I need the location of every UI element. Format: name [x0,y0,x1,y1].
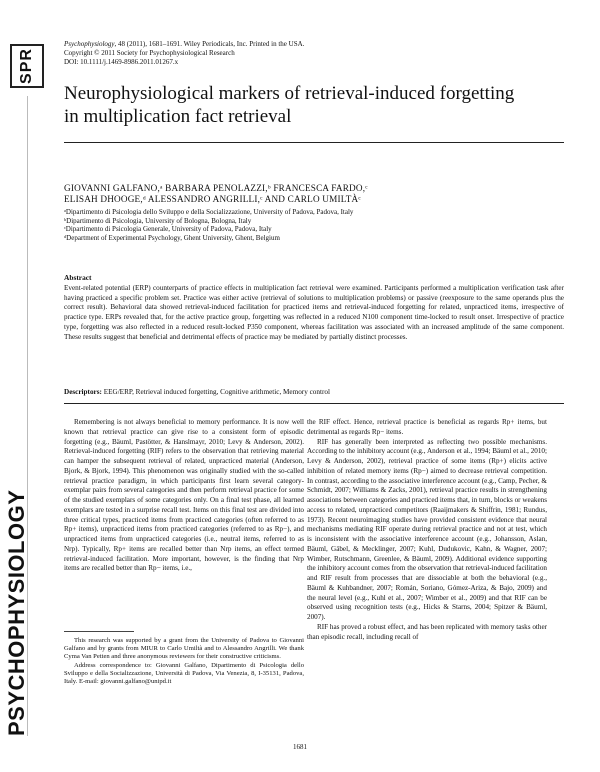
copyright-line: Copyright © 2011 Society for Psychophysiological Research [64,49,235,57]
doi-line: DOI: 10.1111/j.1469-8986.2011.01267.x [64,58,179,66]
paragraph: the RIF effect. Hence, retrieval practice is beneficial as regards Rp+ items, but detrimental as regards Rp− items. [307,418,547,436]
affiliation: ᵇDipartimento di Psicologia, University of Bologna, Bologna, Italy [64,216,252,225]
body-column-right [307,418,547,642]
citation-line [64,40,564,49]
abstract-rule [64,403,564,404]
descriptors [64,388,564,396]
footnote: Address correspondence to: Giovanni Galfano, Dipartimento di Psicologia dello Sviluppo e della Socializzazione, Università di Padova, Via Venezia, 8, I-35131, Padova, Italy. E-mail: giovanni.galfano@unipd.it [64,662,304,686]
abstract-text: Event-related potential (ERP) counterparts of practice effects in multiplication fact retrieval were examined. Participants performed a multiplication verification task after having practiced a specific problem set. Practice was either active (retrieval of solutions to multiplication problems) or passive (reexposure to the same operands plus the correct result). Behavioral data showed retrieval-induced facilitation for practiced items and retrieval-induced forgetting for related, unpracticed items, irrespective of practice type. ERPs revealed that, for the active practice group, forgetting was reflected in a reduced N100 component time-locked to result onset. Irrespective of practice type, forgetting was also reflected in a reduced result-locked P350 component, whereas facilitation was associated with an increased amplitude of the same component. These results suggest that beneficial and detrimental effects of practice may be mediated by partially distinct processes. [64,284,564,341]
body-column-left [64,418,304,574]
paragraph: Remembering is not always beneficial to memory performance. It is now well known that retrieval practice can give rise to a consistent form of episodic forgetting (e.g., Bäuml, Pastötter, & Hanslmayr, 2010; Levy & Anderson, 2002). Retrieval-induced forgetting (RIF) refers to the observation that retrieving material can hamper the subsequent retrieval of related, unpracticed material (Anderson, Bjork, & Bjork, 1994). This phenomenon was originally studied with the so-called retrieval practice paradigm, in which participants first learn several category-exemplar pairs from several categories and then perform retrieval practice for some of the studied exemplars of some categories only. On a final test phase, all learned exemplars are tested in a surprise recall test. Items on this final test are divided into three critical types, practiced items from practiced categories (often referred to as Rp+ items), unpracticed items from practiced categories (referred to as Rp−), and unpracticed items from unpracticed categories (i.e., neutral items, referred to as Nrp). Typically, Rp+ items are recalled better than Nrp items, an effect termed retrieval-induced facilitation. More important, however, is the finding that Nrp items are recalled better than Rp− items, i.e., [64,418,304,573]
spr-logo [10,44,44,88]
page-number: 1681 [293,743,307,751]
footnote-rule [64,631,134,632]
affiliation-list [64,208,564,242]
author-line: GIOVANNI GALFANO,ᵃ BARBARA PENOLAZZI,ᵇ FRANCESCA FARDO,ᶜ [64,183,368,193]
paragraph: RIF has proved a robust effect, and has been replicated with memory tasks other than episodic recall, including recall of [307,622,547,641]
footnote: This research was supported by a grant from the University of Padova to Giovanni Galfano and by grants from MIUR to Carlo Umiltà and to Alessandro Angrilli. We thank Cyma Van Petten and three anonymous reviewers for their constructive criticisms. [64,637,304,661]
footnotes [64,637,304,688]
abstract-heading: Abstract [64,273,92,282]
journal-name: Psychophysiology [64,40,115,48]
affiliation: ᵃDipartimento di Psicologia dello Sviluppo e della Socializzazione, University of Padova, Padova, Italy [64,208,354,216]
spr-logo-text: SPR [18,48,35,84]
paragraph: RIF has generally been interpreted as reflecting two possible mechanisms. According to the inhibitory account (e.g., Anderson et al., 1994; Bäuml et al., 2010; Levy & Anderson, 2002), retrieval practice of some items (Rp+) elicits active inhibition of related memory items (Rp−) aimed to decrease retrieval competition. In contrast, according to the associative interference account (e.g., Camp, Pecher, & Schmidt, 2007; Williams & Zacks, 2001), retrieval practice results in strengthening associations between categories and practiced items that, in turn, blocks or weakens access to related, unpracticed competitors (Raaijmakers & Shiffrin, 1981; Rundus, 1973). Recent neuroimaging studies have provided consistent evidence that neural mechanisms mediating RIF operate during retrieval practice and not at test, which is inconsistent with the associative interference account (e.g., Johansson, Aslan, Bäuml, Gäbel, & Mecklinger, 2007; Kuhl, Dudukovic, Kahn, & Wagner, 2007; Wimber, Rutschmann, Greenlee, & Bäuml, 2009). Additional evidence supporting the inhibitory account comes from the observation that retrieval-induced facilitation and RIF result from processes that are dissociable at both the behavioral (e.g., Bäuml & Kuhbandner, 2007; Román, Soriano, Gómez-Ariza, & Bajo, 2009) and the neural level (e.g., Kuhl et al., 2007; Wimber et al., 2009) and that RIF can be observed using recognition tests (e.g., Hicks & Starns, 2004; Spitzer & Bäuml, 2007). [307,437,547,621]
article-metadata [64,40,564,67]
affiliation: ᶜDipartimento di Psicologia Generale, University of Padova, Padova, Italy [64,225,272,234]
author-list [64,183,564,205]
descriptors-label: Descriptors: [64,388,102,396]
journal-name-vertical: PSYCHOPHYSIOLOGY [4,489,29,736]
citation-details: , 48 (2011), 1681–1691. Wiley Periodicals, Inc. Printed in the USA. [114,40,305,48]
article-title: Neurophysiological markers of retrieval-induced forgetting in multiplication fact retrieval [64,83,515,127]
author-line: ELISAH DHOOGE,ᵈ ALESSANDRO ANGRILLI,ᶜ AND CARLO UMILTÀᶜ [64,194,361,204]
title-rule [64,142,564,143]
descriptors-text: EEG/ERP, Retrieval induced forgetting, Cognitive arithmetic, Memory control [101,388,330,396]
affiliation: ᵈDepartment of Experimental Psychology, Ghent University, Ghent, Belgium [64,233,280,242]
